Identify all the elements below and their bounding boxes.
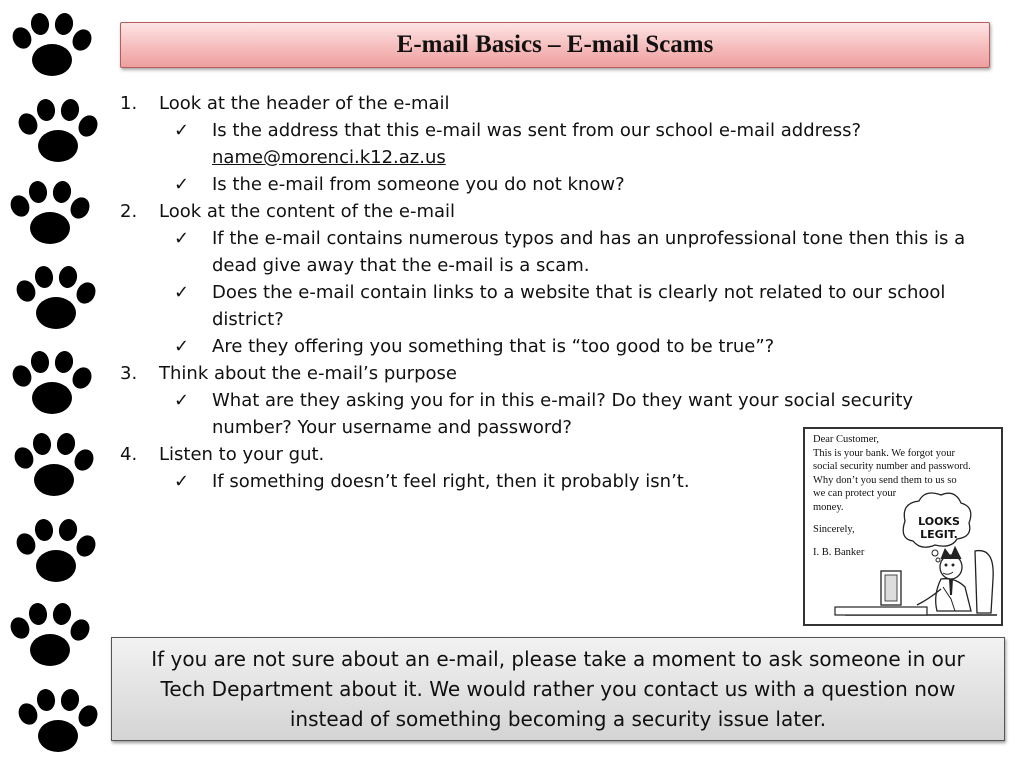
letter-line: Dear Customer, bbox=[813, 434, 880, 445]
item-text: Think about the e-mail’s purpose bbox=[159, 363, 457, 384]
checkmark-icon: ✓ bbox=[174, 174, 190, 195]
item-text: Look at the content of the e-mail bbox=[159, 201, 456, 222]
school-email-link[interactable]: name@morenci.k12.az.us bbox=[212, 147, 446, 168]
sub-bullet bbox=[120, 279, 990, 333]
paw-print-icon bbox=[8, 12, 98, 84]
thought-bubble-text bbox=[909, 515, 969, 541]
list-item bbox=[120, 90, 990, 117]
checkmark-icon: ✓ bbox=[174, 336, 190, 357]
note-text: If you are not sure about an e-mail, please take a moment to ask someone in our Tech Department about it. We would rather you contact us with a question now instead of something becoming a security issue later. bbox=[151, 647, 965, 731]
scam-letter bbox=[813, 433, 1003, 559]
letter-closing: Sincerely, bbox=[813, 524, 855, 535]
slide-title-bar bbox=[120, 22, 990, 68]
paw-print-icon bbox=[6, 602, 96, 674]
sub-bullet bbox=[120, 171, 990, 198]
paw-print-icon bbox=[12, 518, 102, 590]
paw-print-icon bbox=[12, 265, 102, 337]
checkmark-icon: ✓ bbox=[174, 390, 190, 411]
bubble-line: LEGIT. bbox=[920, 528, 958, 541]
paw-print-icon bbox=[14, 98, 104, 170]
checkmark-icon: ✓ bbox=[174, 471, 190, 492]
item-number: 3. bbox=[120, 363, 138, 384]
bullet-text: Does the e-mail contain links to a website that is clearly not related to our school district? bbox=[212, 282, 946, 330]
paw-print-icon bbox=[8, 350, 98, 422]
sub-bullet bbox=[120, 225, 990, 279]
paw-border bbox=[0, 0, 110, 768]
bullet-text: If something doesn’t feel right, then it probably isn’t. bbox=[212, 471, 690, 492]
bullet-text: What are they asking you for in this e-mail? Do they want your social security number? Your username and password? bbox=[212, 390, 914, 438]
checkmark-icon: ✓ bbox=[174, 120, 190, 141]
sub-bullet bbox=[120, 333, 990, 360]
paw-print-icon bbox=[6, 180, 96, 252]
tech-department-note bbox=[111, 637, 1005, 741]
list-item bbox=[120, 198, 990, 225]
letter-line: money. bbox=[813, 501, 844, 513]
letter-signature: I. B. Banker bbox=[813, 546, 865, 558]
bubble-line: LOOKS bbox=[918, 515, 960, 528]
letter-line: Why don’t you send them to us so bbox=[813, 474, 957, 486]
letter-line: social security number and password. bbox=[813, 461, 971, 472]
checkmark-icon: ✓ bbox=[174, 228, 190, 249]
item-number: 4. bbox=[120, 444, 138, 465]
scam-cartoon bbox=[803, 427, 1003, 626]
item-number: 2. bbox=[120, 201, 138, 222]
bullet-text: If the e-mail contains numerous typos and has an unprofessional tone then this is a dead give away that the e-mail is a scam. bbox=[212, 228, 966, 276]
sub-bullet bbox=[120, 117, 990, 171]
paw-print-icon bbox=[10, 432, 100, 504]
checkmark-icon: ✓ bbox=[174, 282, 190, 303]
bullet-text: Is the address that this e-mail was sent from our school e-mail address? bbox=[212, 120, 862, 141]
item-number: 1. bbox=[120, 93, 138, 114]
item-text: Listen to your gut. bbox=[159, 444, 325, 465]
bullet-text: Are they offering you something that is “too good to be true”? bbox=[212, 336, 775, 357]
letter-line: This is your bank. We forgot your bbox=[813, 447, 955, 459]
bullet-text: Is the e-mail from someone you do not know? bbox=[212, 174, 625, 195]
slide-title: E-mail Basics – E-mail Scams bbox=[396, 31, 714, 58]
item-text: Look at the header of the e-mail bbox=[159, 93, 450, 114]
list-item bbox=[120, 360, 990, 387]
paw-print-icon bbox=[14, 688, 104, 760]
letter-line: we can protect your bbox=[813, 488, 897, 499]
